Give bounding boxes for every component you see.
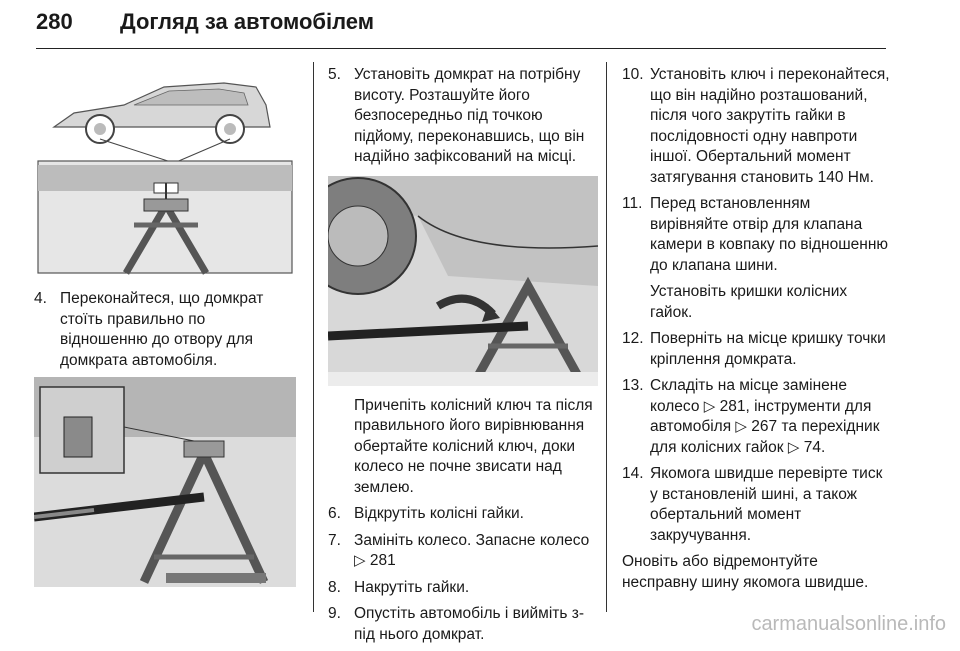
page-reference[interactable]: 74 <box>803 438 821 456</box>
column-divider-left <box>313 62 314 612</box>
step-text: та перехідник для колісних гайок <box>650 418 880 456</box>
page-header <box>36 0 886 49</box>
step-text: . <box>820 438 826 456</box>
step-number: 13. <box>622 377 644 394</box>
step-text: Поверніть на місце кришку точки кріплення домкрата. <box>650 330 886 368</box>
step-number: 8. <box>328 578 341 596</box>
step-8 <box>328 578 598 599</box>
car-jack-position-figure <box>34 65 296 275</box>
page-reference-arrow-icon[interactable]: ▷ <box>735 418 747 435</box>
step-number: 12. <box>622 330 644 347</box>
column-divider-right <box>606 62 607 612</box>
step-12 <box>622 329 892 370</box>
step-6 <box>328 504 598 525</box>
step-text: Складіть на місце замінене колесо <box>650 377 847 415</box>
step-text: Перед встановленням вирівняйте отвір для клапана камери в ковпаку по відношенню до клапана шини. <box>650 195 889 274</box>
page-reference-arrow-icon[interactable]: ▷ <box>354 552 366 569</box>
step-5-note: Причепіть колісний ключ та після правильного його вирівнювання обертайте колісний ключ, доки колесо не почне звисати над землею. <box>354 396 593 496</box>
step-7 <box>328 531 598 572</box>
step-text: Якомога швидше перевірте тиск у встановленій шині, а також обертальний момент закручування. <box>650 465 883 544</box>
step-number: 4. <box>34 290 47 307</box>
page-reference[interactable]: 281 <box>719 397 746 415</box>
step-10 <box>622 65 892 188</box>
step-number: 9. <box>328 605 341 622</box>
wheel-wrench-figure <box>328 176 598 386</box>
step-number: 11. <box>622 195 643 212</box>
closing-note: Оновіть або відремонтуйте несправну шину якомога швидше. <box>622 553 869 591</box>
step-text: Накрутіть гайки. <box>354 578 470 596</box>
step-text: Відкрутіть колісні гайки. <box>354 505 524 522</box>
page-reference-arrow-icon[interactable]: ▷ <box>787 438 800 456</box>
step-text: Замініть колесо. Запасне колесо <box>354 531 590 549</box>
step-number: 5. <box>328 66 341 83</box>
step-5 <box>328 65 598 168</box>
step-text: Установіть домкрат на потрібну висоту. Розташуйте його безпосередньо під точкою підйому, переконавшись, що він надійно зафіксований на місці. <box>354 66 585 165</box>
column-1 <box>34 65 296 587</box>
page-number: 280 <box>36 9 73 34</box>
step-number: 10. <box>622 66 644 83</box>
step-text: , інструменти для автомобіля <box>650 397 872 435</box>
step-number: 14. <box>622 465 644 482</box>
column-2 <box>328 65 598 651</box>
step-14 <box>622 464 892 546</box>
jack-alignment-figure <box>34 377 296 587</box>
step-text: Опустіть автомобіль і вийміть з-під нього домкрат. <box>354 605 585 643</box>
step-9 <box>328 604 598 645</box>
page-reference[interactable]: 281 <box>369 552 396 569</box>
page-reference[interactable]: 267 <box>751 418 778 435</box>
page-reference-arrow-icon[interactable]: ▷ <box>703 397 716 415</box>
watermark: carmanualsonline.info <box>751 613 946 635</box>
step-number: 6. <box>328 505 341 522</box>
step-11-sub: Установіть кришки колісних гайок. <box>650 283 848 321</box>
page-title: Догляд за автомобілем <box>120 9 375 34</box>
step-13 <box>622 376 892 458</box>
step-4 <box>34 289 296 371</box>
step-text: Переконайтеся, що домкрат стоїть правильно по відношенню до отвору для домкрата автомобіля. <box>60 290 264 369</box>
step-text: Установіть ключ і переконайтеся, що він надійно розташований, після чого закрутіть гайки в послідовності одну навпроти іншої. Обертальний момент затягування становить 140 Нм. <box>650 66 890 186</box>
column-3 <box>622 65 892 593</box>
step-11 <box>622 194 892 323</box>
step-number: 7. <box>328 531 341 549</box>
